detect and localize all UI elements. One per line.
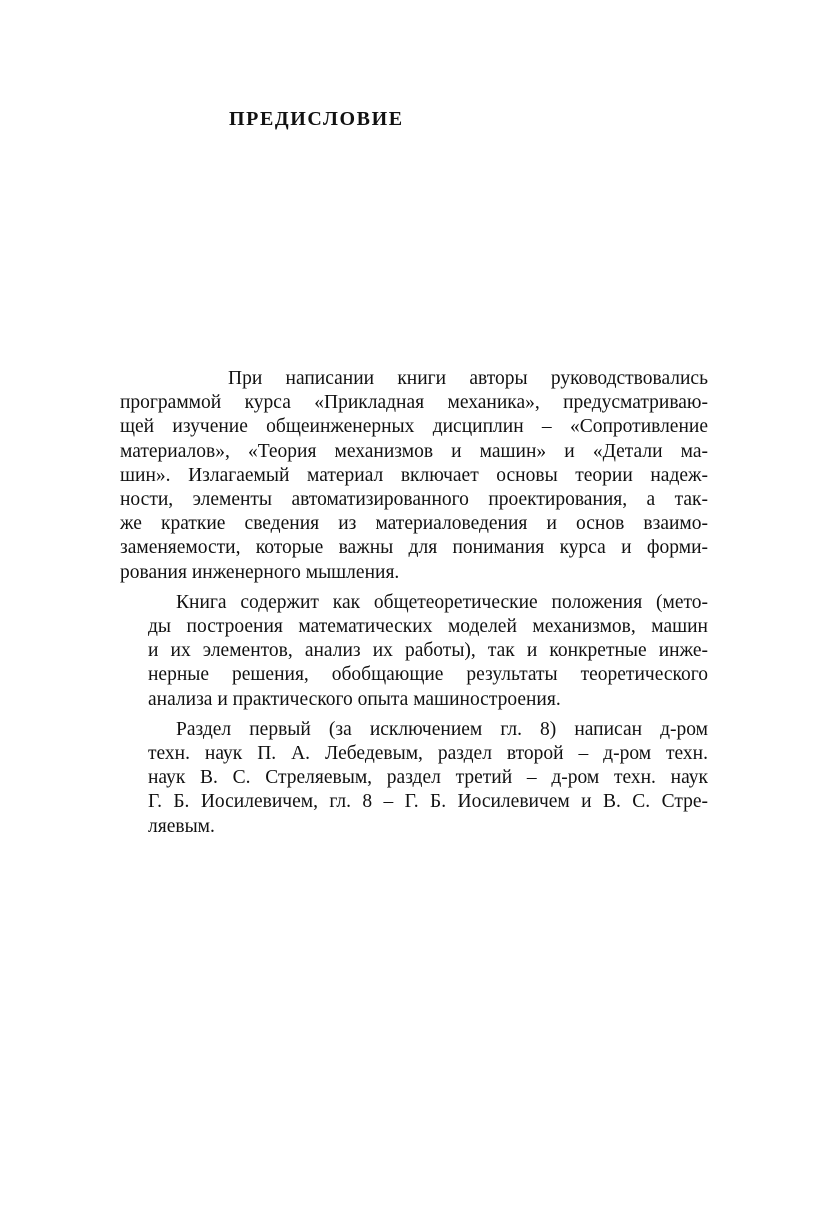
text-line: щей изучение общеинженерных дисциплин – «Сопротивление <box>120 416 708 438</box>
text-line: ляевым. <box>148 815 215 837</box>
text-line: ды построения математических моделей механизмов, машин <box>148 616 708 638</box>
text-line: рования инженерного мышления. <box>120 561 400 583</box>
text-line: ности, элементы автоматизированного проектирования, а так- <box>120 489 708 511</box>
text-line: При написании книги авторы руководствовались <box>228 368 708 389</box>
text-line: и их элементов, анализ их работы), так и конкретные инже- <box>148 640 708 662</box>
text-line: Г. Б. Иосилевичем, гл. 8 – Г. Б. Иосилевичем и В. С. Стре- <box>148 791 708 813</box>
page-title: ПРЕДИСЛОВИЕ <box>229 108 404 130</box>
text-line: программой курса «Прикладная механика», предусматриваю- <box>120 392 708 414</box>
preface-body <box>120 367 708 839</box>
text-line: материалов», «Теория механизмов и машин» и «Детали ма- <box>120 440 708 462</box>
paragraph-1 <box>120 367 708 585</box>
text-line: нерные решения, обобщающие результаты теоретического <box>148 664 708 686</box>
text-line: Раздел первый (за исключением гл. 8) написан д-ром <box>176 718 708 740</box>
text-line: Книга содержит как общетеоретические положения (мето- <box>176 591 708 613</box>
text-line: наук В. С. Стреляевым, раздел третий – д-ром техн. наук <box>148 767 708 789</box>
paragraph-2 <box>120 591 708 712</box>
text-line: же краткие сведения из материаловедения и основ взаимо- <box>120 513 708 535</box>
text-line: заменяемости, которые важны для понимания курса и форми- <box>120 537 708 559</box>
text-line: техн. наук П. А. Лебедевым, раздел второй – д-ром техн. <box>148 743 708 765</box>
paragraph-3 <box>120 718 708 839</box>
text-line: анализа и практического опыта машиностроения. <box>148 688 561 710</box>
text-line: шин». Излагаемый материал включает основы теории надеж- <box>120 464 708 486</box>
